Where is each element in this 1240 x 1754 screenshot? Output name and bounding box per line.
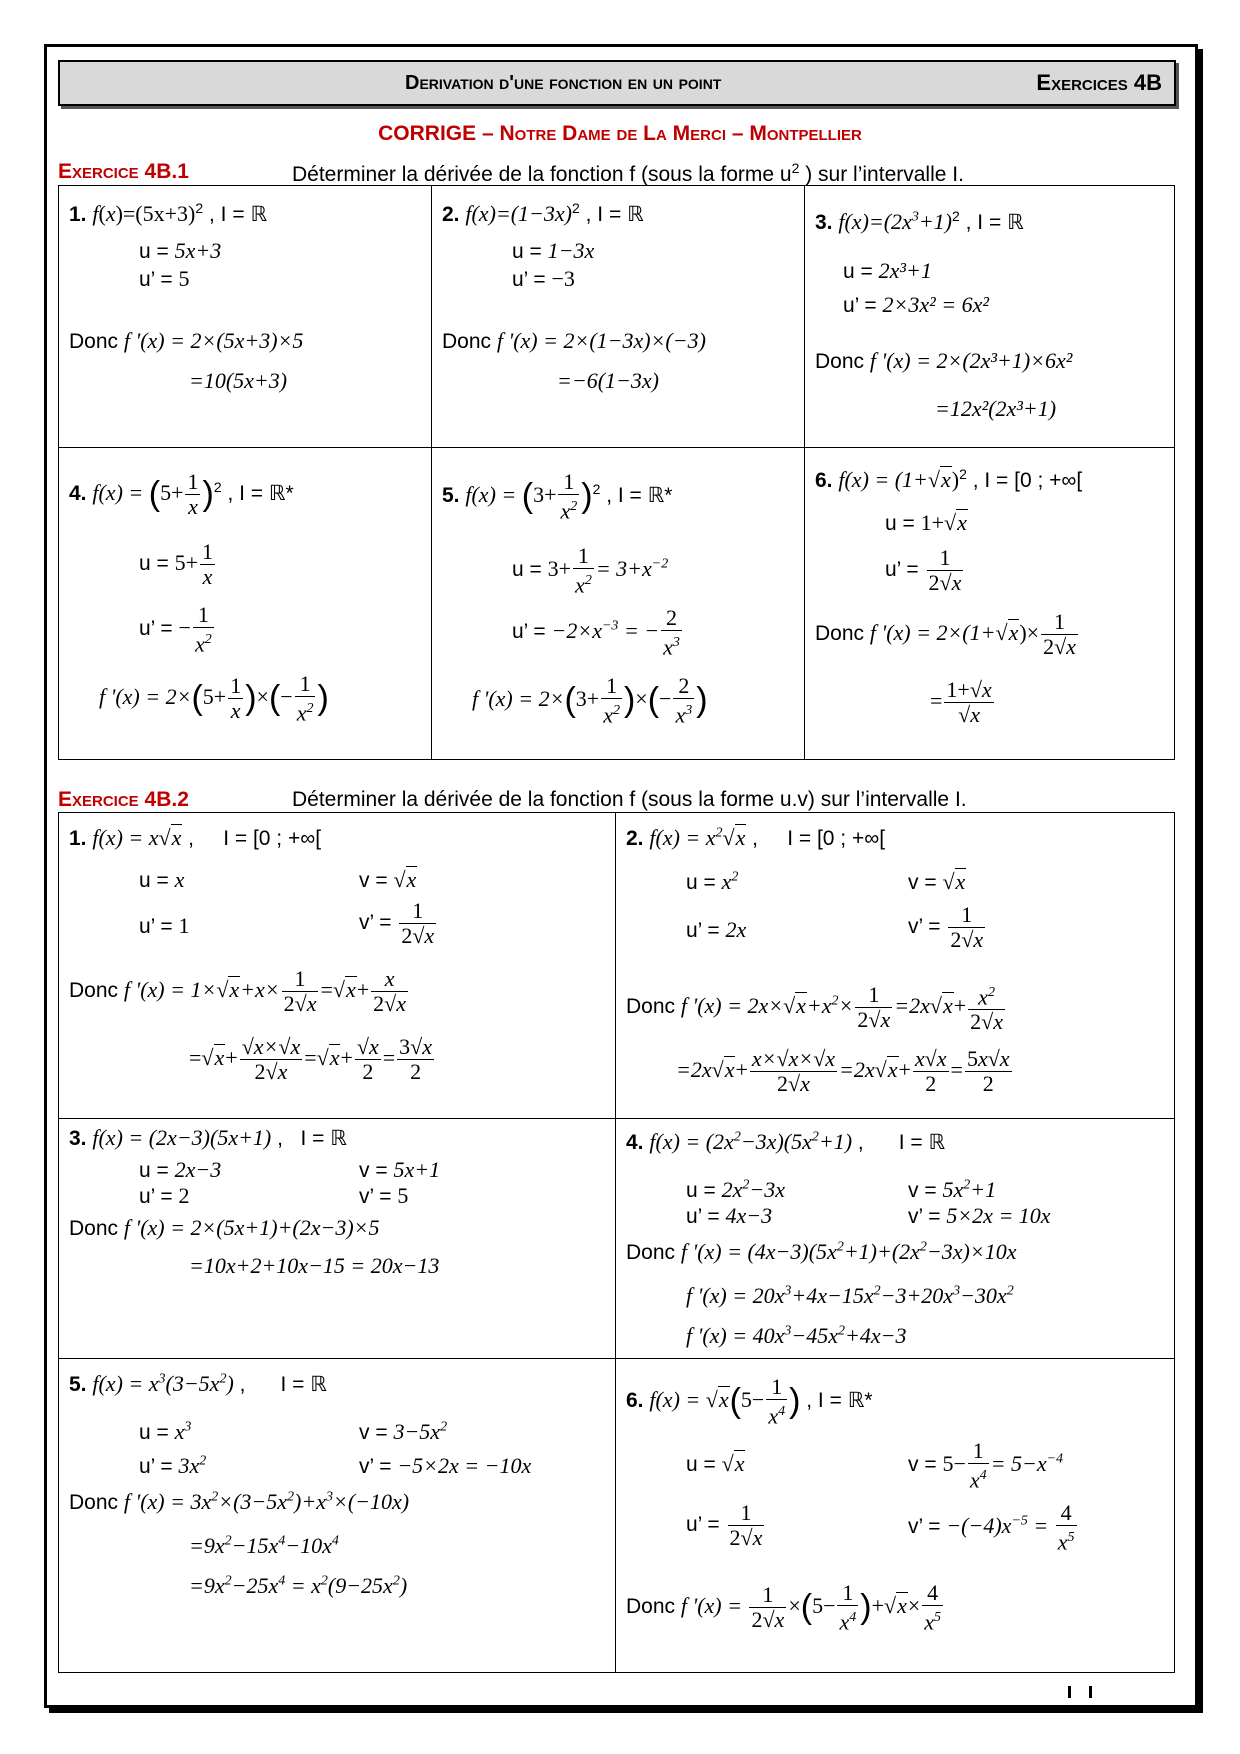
label-u: u = [686,1179,716,1202]
ex2-c5-num: 5. [69,1373,87,1396]
label-v: v = [359,1159,388,1182]
label-up: u’ = [139,1185,173,1208]
ex1-instruction [292,160,964,187]
ex1-c1-res: =10(5x+3) [189,368,288,393]
ex2-cell-5: 5. $f(x) = x^3(3-5x^2)$ , I = ℝ $u = x^3$ $v = 3-5x^2$ u’ = $3x^2$ v’ = −5×2x = −10x Donc f '$(x) = 3x^2\times(3-5x^2)+x^3\times(-10x)$ $=9x^2-15x^4-10x^4$ $=9x^2-25x^4 = x^2(9-25x^2)$ [59,1359,616,1673]
label-u: u = [843,260,873,283]
label-donc: Donc [626,995,676,1019]
ex1-c2-u: 1−3x [547,238,595,263]
label-up: u’ = [843,294,877,317]
ex2-c6-interval: , I = ℝ* [806,1389,873,1413]
ex1-c3-u: 2x³+1 [878,258,932,283]
ex2-cell-1: 1. f(x) = x√x , I = [0 ; +∞[ u = x v = √x u’ = 1 v’ = $\frac{1}{2√x}$ Donc f '(x) = 1×√x+x× $\frac{1}{2√x}$ =√x+ $\frac{x}{2√x}$ =√x+ $\frac{√x\times√x}{2√x}$ =√x+ $\frac{√x}{2}$ = $\frac{3√x}{2}$ [59,813,616,1119]
header-title: Derivation d'une fonction en un point [405,72,722,94]
ex2-table [58,812,1175,1673]
ex2-c1-num: 1. [69,827,87,850]
label-donc: Donc [69,330,119,353]
ex1-c1-u: 5x+3 [174,238,222,263]
label-u: u = [512,558,542,582]
ex2-c5-interval: I = ℝ [280,1373,327,1396]
ex1-c2-donc: 2×(1−3x)×(−3) [563,328,706,353]
ex1-c3-res: =12x²(2x³+1) [935,396,1057,421]
ex1-heading: Exercice 4B.1 [58,160,189,183]
label-donc: Donc [69,979,119,1003]
ex1-cell-5: 5. f(x) = (3+ $\frac{1}{x^2}$ )$^2$ , I = ℝ* u = 3+ $\frac{1}{x^2}$ = $3+x^{-2}$ u’ = $-2\times x^{-3}$ = − $\frac{2}{x^3}$ f '(x) = 2×(3+ $\frac{1}{x^2}$ )×(− $\frac{2}{x^3}$ ) [432,448,805,760]
ex1-c3-num: 3. [815,211,833,234]
ex1-c1-interval: , I = ℝ [209,203,268,226]
label-donc: Donc [815,622,865,646]
ex1-c1-up: 5 [178,266,190,291]
label-up: u’ = [139,617,173,641]
ex1-c2-res: =−6(1−3x) [557,368,659,393]
label-vp: v’ = [359,911,392,935]
label-u: u = [686,871,716,894]
ex2-c2-num: 2. [626,827,644,850]
ex1-cell-2: 2. $f(x)=(1-3x)^2$ , I = ℝ u = 1−3x u’ = −3 Donc f '(x) = 2×(1−3x)×(−3) =−6(1−3x) [432,186,805,448]
ex1-c3-donc: 2×(2x³+1)×6x² [936,348,1073,373]
ex1-c6-num: 6. [815,469,833,492]
ex1-c1-donc: 2×(5x+3)×5 [190,328,304,353]
ex1-table [58,185,1175,760]
header-bar [58,60,1176,106]
label-v: v = [359,869,388,892]
ex1-c2-num: 2. [442,203,460,226]
label-v: v = [908,871,937,894]
corrige-title [0,122,1240,146]
page-corner-mark [1068,1686,1092,1698]
ex2-c1-interval: I = [0 ; +∞[ [223,827,322,850]
label-u: u = [139,240,169,263]
label-v: v = [908,1453,937,1477]
ex2-c3-interval: I = ℝ [300,1127,347,1150]
ex1-c6-interval: , I = [0 ; +∞[ [972,469,1083,492]
label-vp: v’ = [908,1205,941,1228]
label-u: u = [139,1159,169,1182]
ex1-c2-interval: , I = ℝ [585,203,644,226]
ex2-c2-interval: I = [0 ; +∞[ [787,827,886,850]
ex2-cell-6: 6. f(x) = √x(5− $\frac{1}{x^4}$ ) , I = ℝ* u = √x v = 5− $\frac{1}{x^4}$ = $5-x^{-4}$ u’ = $\frac{1}{2√x}$ v’ = $-(-4)x^{-5}$ = $\frac{4}{x^5}$ Donc f '(x) = $\frac{1}{2√x}$ ×(5− $\frac{1}{x^4}$ )+√x× $\frac{4}{x^5}$ [616,1359,1175,1673]
ex1-c3-up: 2×3x² = 6x² [882,292,989,317]
label-vp: v’ = [908,915,941,939]
label-donc: Donc [626,1241,676,1264]
ex1-cell-4: 4. f(x) = (5+ $\frac{1}{x}$ )$^2$ , I = ℝ* u = 5+ $\frac{1}{x}$ u’ = − $\frac{1}{x^2}$ f '(x) = 2×(5+ $\frac{1}{x}$ )×(− $\frac{1}{x^2}$ ) [59,448,432,760]
ex1-instruction-end: ) sur l’intervalle I. [805,163,964,186]
ex1-c5-num: 5. [442,484,460,508]
label-u: u = [885,512,915,535]
ex2-c4-num: 4. [626,1131,644,1154]
ex1-c5-interval: , I = ℝ* [606,484,673,508]
ex1-instruction-sup: 2 [791,160,800,176]
ex2-cell-3: 3. f(x) = (2x−3)(5x+1) , I = ℝ u = 2x−3 v = 5x+1 u’ = 2 v’ = 5 Donc f '(x) = 2×(5x+1)+(2x−3)×5 =10x+2+10x−15 = 20x−13 [59,1119,616,1359]
ex2-c4-interval: I = ℝ [898,1131,946,1154]
label-vp: v’ = [359,1455,392,1478]
ex1-instruction-text: Déterminer la dérivée de la fonction f (sous la forme u [292,163,792,186]
header-exercises: Exercices 4B [1036,70,1162,95]
label-vp: v’ = [908,1515,941,1539]
corrige-school: Notre Dame de La Merci – Montpellier [499,122,862,145]
label-donc: Donc [815,350,865,373]
label-up: u’ = [686,919,720,942]
label-up: u’ = [686,1513,720,1537]
label-donc: Donc [442,330,492,353]
label-up: u’ = [686,1205,720,1228]
ex1-c1-num: 1. [69,203,87,226]
label-u: u = [686,1453,716,1476]
label-u: u = [139,552,169,576]
label-up: u’ = [885,558,919,582]
label-up: u’ = [512,268,546,291]
ex1-c4-interval: , I = ℝ* [227,482,294,506]
ex2-instruction: Déterminer la dérivée de la fonction f (sous la forme u.v) sur l’intervalle I. [292,788,967,811]
label-v: v = [908,1179,937,1202]
label-donc: Donc [626,1595,676,1619]
ex1-cell-3: 3. $f(x)=(2x^3+1)^2$ , I = ℝ u = 2x³+1 u’ = 2×3x² = 6x² Donc f '(x) = 2×(2x³+1)×6x² =12x²(2x³+1) [805,186,1175,448]
ex2-cell-4: 4. $f(x) = (2x^2-3x)(5x^2+1)$ , I = ℝ $u = 2x^2-3x$ $v = 5x^2+1$ u’ = 4x−3 v’ = 5×2x = 10x Donc f '$(x) = (4x-3)(5x^2+1)+(2x^2-3x)\times 10x$ f '$(x) = 20x^3+4x-15x^2-3+20x^3-30x^2$ f '$(x) = 40x^3-45x^2+4x-3$ [616,1119,1175,1359]
label-up: u’ = [139,268,173,291]
ex2-heading: Exercice 4B.2 [58,788,189,811]
label-u: u = [139,869,169,892]
corrige-label: CORRIGE – [378,122,500,145]
ex2-cell-2: 2. $f(x) = x^2√x$ , I = [0 ; +∞[ $u = x^2$ v = √x u’ = 2x v’ = $\frac{1}{2√x}$ Donc f '$(x) = 2x\times√x+x^2\times$ $\frac{1}{2√x}$ =2x√x+ $\frac{x^2}{2√x}$ =2x√x+ $\frac{x\times√x\times√x}{2√x}$ =2x√x+ $\frac{x√x}{2}$ = $\frac{5x√x}{2}$ [616,813,1175,1119]
ex1-c3-interval: , I = ℝ [965,211,1024,234]
ex1-c4-num: 4. [69,482,87,506]
ex1-cell-6: 6. $f(x) = (1+√x)^2$ , I = [0 ; +∞[ u = 1+√x u’ = $\frac{1}{2√x}$ Donc f '(x) = 2×(1+√x)× $\frac{1}{2√x}$ = $\frac{1+√x}{√x}$ [805,448,1175,760]
label-u: u = [512,240,542,263]
label-up: u’ = [512,620,546,644]
ex2-c6-num: 6. [626,1389,644,1413]
label-donc: Donc [69,1491,119,1514]
ex1-cell-1: 1. $f(x)=(5x+3)^2$ , I = ℝ u = 5x+3 u’ = 5 Donc f '(x) = 2×(5x+3)×5 =10(5x+3) [59,186,432,448]
label-v: v = [359,1421,388,1444]
ex2-c3-num: 3. [69,1127,87,1150]
ex1-c2-up: −3 [551,266,575,291]
label-vp: v’ = [359,1185,392,1208]
label-up: u’ = [139,915,173,938]
label-u: u = [139,1421,169,1444]
label-donc: Donc [69,1217,119,1240]
label-up: u’ = [139,1455,173,1478]
